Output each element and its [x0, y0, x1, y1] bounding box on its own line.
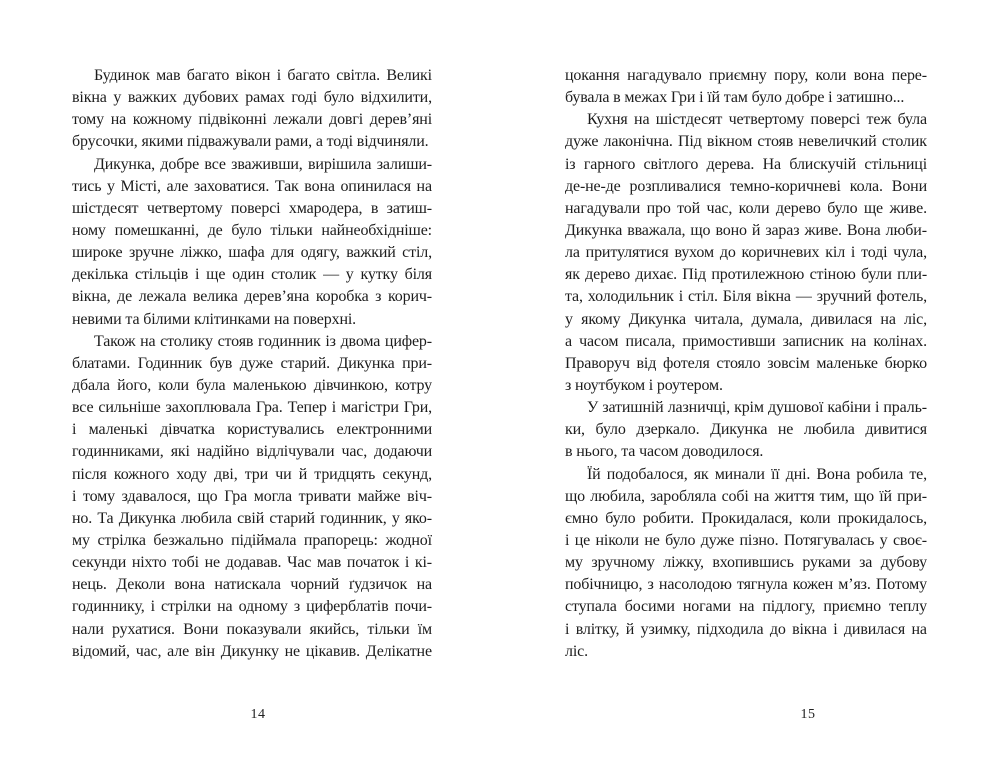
text-line: ступала босими ногами на підлогу, приємно теплу — [565, 598, 927, 616]
text-line: годиннику, і стрілки на одному з циферблатів почи- — [72, 598, 432, 616]
page-left-text-column — [72, 65, 432, 663]
text-line: нагадували про той час, коли дерево було ще живе. — [565, 199, 927, 217]
text-line: но. Та Дикунка любила свій старий годинник, у яко- — [72, 509, 432, 527]
text-line: відомий, час, але він Дикунку не цікавив. Делікатне — [72, 642, 432, 660]
text-line: ки, було дзеркало. Дикунка не любила дивитися — [565, 421, 927, 439]
text-line: ному помешканні, де було тільки найнеобхідніше: — [72, 221, 432, 239]
text-line: після кожного ходу дві, три чи й тридцять секунд, — [72, 465, 432, 483]
text-line: дуже лаконічна. Під вікном стояв невеличкий столик — [565, 133, 927, 151]
text-line: і маленькі дівчатка користувались електронними — [72, 421, 432, 439]
text-line: із гарного світлого дерева. На блискучій стільниці — [565, 155, 927, 173]
text-line: Дикунка, добре все зваживши, вирішила залиши- — [94, 155, 432, 173]
text-line: му стрілка безжально підіймала прапорець: жодної — [72, 531, 432, 549]
text-line: та, холодильник і стіл. Біля вікна — зручний фотель, — [565, 288, 927, 306]
text-line: Праворуч від фотеля стояло зовсім маленьке бюрко — [565, 354, 927, 372]
text-line: і влітку, й узимку, підходила до вікна і дивилася на — [565, 620, 927, 638]
text-line: тому на кожному підвіконні лежали довгі дерев’яні — [72, 111, 432, 129]
text-line: ла притулятися вухом до коричневих кіл і тоді чула, — [565, 244, 927, 262]
text-line: Їй подобалося, як минали її дні. Вона робила те, — [587, 465, 927, 483]
text-line: де-не-де розпливалися темно-коричневі кола. Вони — [565, 177, 927, 195]
text-line: а часом писала, примостивши записник на колінах. — [565, 332, 927, 350]
page-number-left: 14 — [250, 707, 266, 722]
text-line: широке зручне ліжко, шафа для одягу, важкий стіл, — [72, 244, 432, 262]
text-line: все сильніше захоплювала Гра. Тепер і магістри Гри, — [72, 399, 432, 417]
text-line: У затишній лазничці, крім душової кабіни і праль- — [587, 399, 927, 417]
text-line: побічницю, з насолодою тягнула кожен м’яз. Потому — [565, 576, 927, 594]
text-line: як дерево дихає. Під протилежною стіною були пли- — [565, 266, 927, 284]
text-line: му зручному ліжку, вхопившись руками за дубову — [565, 554, 927, 572]
text-line: тись у Місті, але заховатися. Так вона опинилася на — [72, 177, 432, 195]
text-line: Будинок мав багато вікон і багато світла. Великі — [94, 67, 432, 84]
page-right-text-column — [565, 65, 927, 663]
text-line: Також на столику стояв годинник із двома цифер- — [94, 332, 432, 350]
text-line: вікна, де лежала велика дерев’яна коробка з корич- — [72, 288, 432, 306]
text-line: цокання нагадувало приємну пору, коли вона пере- — [565, 67, 927, 84]
text-line: шістдесят четвертому поверсі хмародера, в затиш- — [72, 199, 432, 217]
text-line: блатами. Годинник був дуже старий. Дикунка при- — [72, 354, 432, 372]
text-line: бувала в межах Гри і їй там було добре і затишно... — [565, 89, 905, 107]
text-line: брусочки, якими підважували рами, а тоді відчиняли. — [72, 133, 429, 151]
text-line: декілька стільців і ще один столик — у кутку біля — [72, 266, 432, 284]
text-line: годинниками, які надійно відлічували час, додаючи — [72, 443, 432, 461]
text-line: і тому здавалося, що Гра могла тривати майже віч- — [72, 487, 432, 505]
text-line: що любила, заробляла собі на життя тим, що їй при- — [565, 487, 927, 505]
text-line: ліс. — [565, 642, 588, 660]
text-line: і це ніколи не було дуже пізно. Потягувалась у своє- — [565, 531, 927, 549]
text-line: вікна у важких дубових рамах годі було відхилити, — [72, 89, 432, 107]
text-line: нець. Деколи вона натискала чорний ґудзичок на — [72, 576, 432, 594]
text-line: дбала його, коли була маленькою дівчинкою, котру — [72, 376, 432, 394]
page-number-right: 15 — [800, 707, 816, 722]
text-line: в нього, та часом доводилося. — [565, 443, 764, 461]
text-line: Дикунка вважала, що воно й зараз живе. Вона люби- — [565, 221, 927, 239]
text-line: секунди ніхто тобі не додавав. Час мав початок і кі- — [72, 554, 432, 572]
text-line: з ноутбуком і роутером. — [565, 376, 723, 394]
text-line: ємно було робити. Прокидалася, коли прокидалось, — [565, 509, 927, 527]
text-line: у якому Дикунка читала, думала, дивилася на ліс, — [565, 310, 927, 328]
text-line: Кухня на шістдесят четвертому поверсі теж була — [587, 111, 927, 129]
text-line: невими та білими клітинками на поверхні. — [72, 310, 357, 328]
text-line: нали рухатися. Вони показували якийсь, тільки їм — [72, 620, 432, 638]
